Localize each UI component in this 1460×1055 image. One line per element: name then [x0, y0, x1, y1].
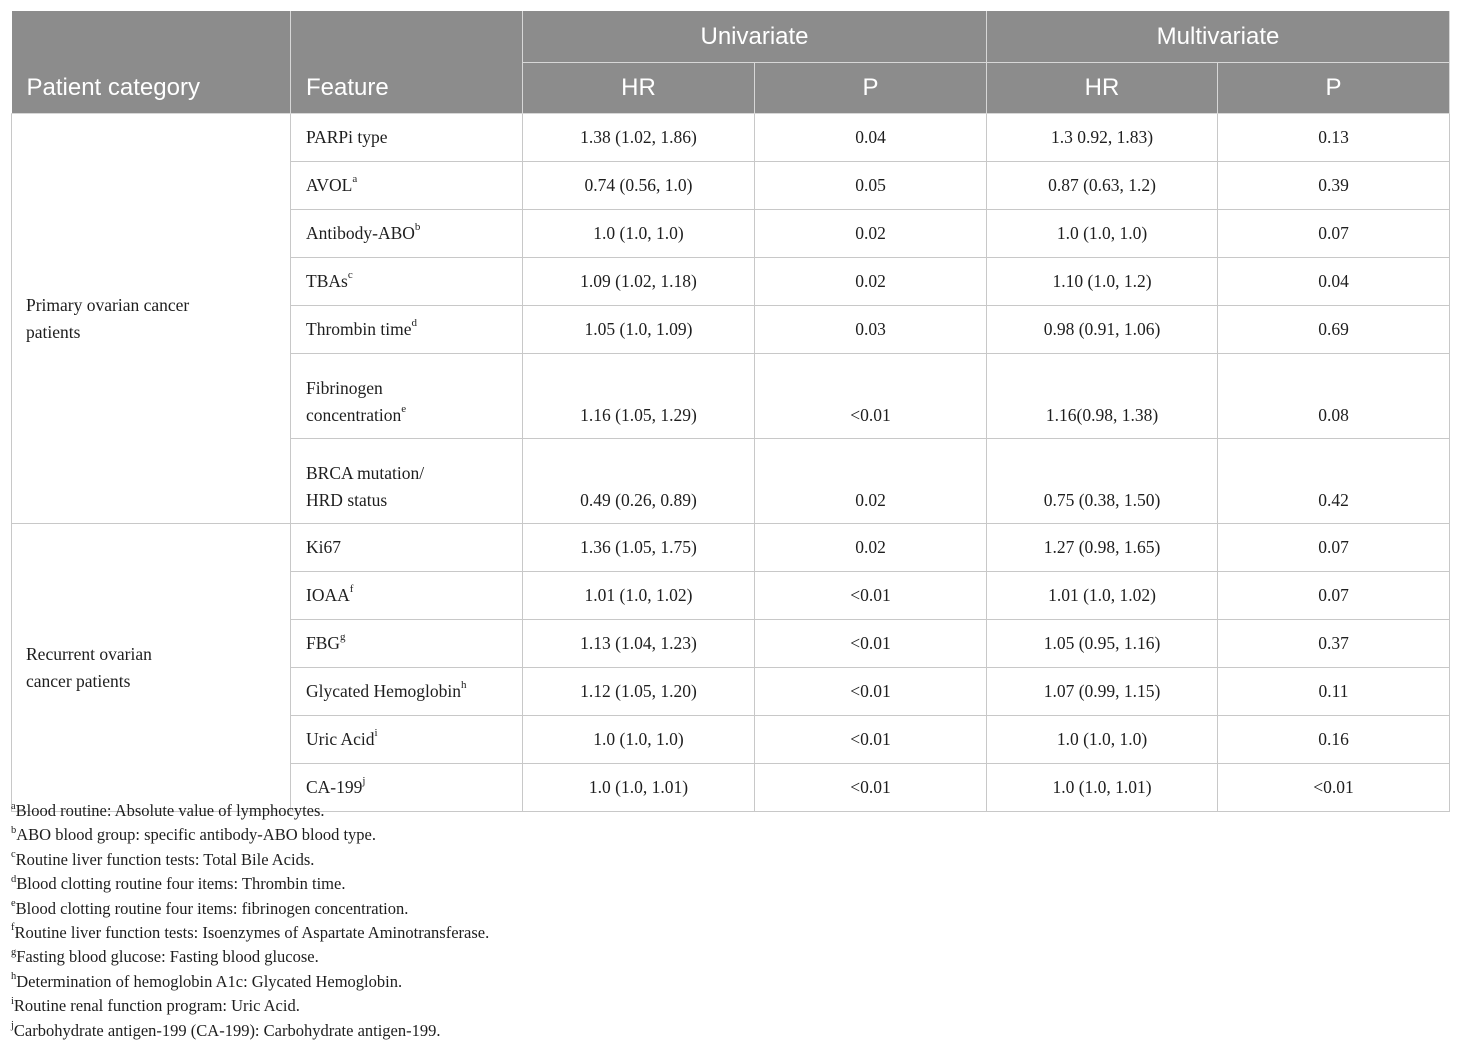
header-feature: Feature	[291, 11, 523, 114]
uni-hr-cell: 1.0 (1.0, 1.0)	[523, 716, 755, 764]
multi-hr-cell: 0.75 (0.38, 1.50)	[987, 439, 1218, 524]
uni-hr-cell: 1.36 (1.05, 1.75)	[523, 524, 755, 572]
multi-hr-cell: 1.3 0.92, 1.83)	[987, 114, 1218, 162]
feature-cell: Uric Acid$^i$	[291, 716, 523, 764]
multi-hr-cell: 1.0 (1.0, 1.0)	[987, 210, 1218, 258]
uni-p-cell: <0.01	[755, 716, 987, 764]
footnote: $^e$Blood clotting routine four items: fibrinogen concentration.	[11, 898, 409, 918]
results-table-container	[11, 11, 1449, 812]
footnote-mark: e	[401, 403, 407, 416]
multi-p-cell: 0.69	[1218, 306, 1450, 354]
uni-hr-cell: 1.09 (1.02, 1.18)	[523, 258, 755, 306]
multi-hr-cell: 1.0 (1.0, 1.01)	[987, 764, 1218, 812]
uni-hr-cell: 0.49 (0.26, 0.89)	[523, 439, 755, 524]
uni-hr-cell: 1.16 (1.05, 1.29)	[523, 354, 755, 439]
multi-hr-cell: 1.10 (1.0, 1.2)	[987, 258, 1218, 306]
multi-p-cell: 0.16	[1218, 716, 1450, 764]
feature-cell: FBG$^g$	[291, 620, 523, 668]
table-row	[12, 114, 1450, 162]
footnote: $^b$ABO blood group: specific antibody-ABO blood type.	[11, 824, 376, 845]
footnote: $^c$Routine liver function tests: Total Bile Acids.	[11, 849, 315, 869]
footnote-mark: j	[362, 775, 366, 788]
uni-hr-cell: 1.13 (1.04, 1.23)	[523, 620, 755, 668]
multi-hr-cell: 1.01 (1.0, 1.02)	[987, 572, 1218, 620]
uni-hr-cell: 1.01 (1.0, 1.02)	[523, 572, 755, 620]
multi-hr-cell: 0.98 (0.91, 1.06)	[987, 306, 1218, 354]
multi-p-cell: <0.01	[1218, 764, 1450, 812]
header-uni-p: P	[755, 63, 987, 114]
uni-hr-cell: 1.38 (1.02, 1.86)	[523, 114, 755, 162]
feature-cell: CA-199$^j$	[291, 764, 523, 812]
multi-hr-cell: 1.07 (0.99, 1.15)	[987, 668, 1218, 716]
multi-hr-cell: 1.27 (0.98, 1.65)	[987, 524, 1218, 572]
header-uni-hr: HR	[523, 63, 755, 114]
multi-p-cell: 0.04	[1218, 258, 1450, 306]
feature-cell: AVOL$^a$	[291, 162, 523, 210]
uni-p-cell: 0.05	[755, 162, 987, 210]
footnote-mark: c	[347, 269, 353, 282]
multi-p-cell: 0.39	[1218, 162, 1450, 210]
uni-hr-cell: 1.0 (1.0, 1.0)	[523, 210, 755, 258]
multi-hr-cell: 1.05 (0.95, 1.16)	[987, 620, 1218, 668]
feature-cell: TBAs$^c$	[291, 258, 523, 306]
category-recurrent: Recurrent ovarian cancer patients	[12, 524, 291, 812]
footnote: $^d$Blood clotting routine four items: Thrombin time.	[11, 873, 346, 894]
feature-cell: BRCA mutation/ HRD status	[291, 439, 523, 524]
uni-p-cell: 0.02	[755, 524, 987, 572]
multi-p-cell: 0.37	[1218, 620, 1450, 668]
footnote: $^g$Fasting blood glucose: Fasting blood glucose.	[11, 946, 319, 967]
uni-hr-cell: 1.12 (1.05, 1.20)	[523, 668, 755, 716]
uni-hr-cell: 1.05 (1.0, 1.09)	[523, 306, 755, 354]
feature-cell: Thrombin time$^d$	[291, 306, 523, 354]
uni-p-cell: 0.02	[755, 439, 987, 524]
feature-cell: Glycated Hemoglobin$^h$	[291, 668, 523, 716]
uni-p-cell: <0.01	[755, 764, 987, 812]
uni-p-cell: 0.02	[755, 258, 987, 306]
footnote-mark: a	[352, 173, 358, 186]
footnote: $^j$Carbohydrate antigen-199 (CA-199): Carbohydrate antigen-199.	[11, 1020, 441, 1040]
multi-p-cell: 0.07	[1218, 210, 1450, 258]
footnote-mark: d	[411, 317, 417, 330]
header-multi-hr: HR	[987, 63, 1218, 114]
footnote-mark: g	[340, 631, 346, 644]
feature-cell: IOAA$^f$	[291, 572, 523, 620]
uni-hr-cell: 0.74 (0.56, 1.0)	[523, 162, 755, 210]
feature-cell: Ki67	[291, 524, 523, 572]
multi-p-cell: 0.13	[1218, 114, 1450, 162]
footnote-mark: i	[374, 727, 378, 740]
header-multivariate: Multivariate	[987, 11, 1450, 63]
uni-hr-cell: 1.0 (1.0, 1.01)	[523, 764, 755, 812]
multi-p-cell: 0.07	[1218, 572, 1450, 620]
multi-hr-cell: 0.87 (0.63, 1.2)	[987, 162, 1218, 210]
header-patient-category: Patient category	[12, 11, 291, 114]
multi-hr-cell: 1.16(0.98, 1.38)	[987, 354, 1218, 439]
table-row	[12, 524, 1450, 572]
uni-p-cell: 0.02	[755, 210, 987, 258]
feature-cell: Antibody-ABO$^b$	[291, 210, 523, 258]
uni-p-cell: <0.01	[755, 668, 987, 716]
footnote: $^h$Determination of hemoglobin A1c: Glycated Hemoglobin.	[11, 971, 403, 991]
feature-cell: PARPi type	[291, 114, 523, 162]
footnotes	[11, 799, 489, 1043]
category-primary: Primary ovarian cancer patients	[12, 114, 291, 524]
multi-p-cell: 0.11	[1218, 668, 1450, 716]
hazard-ratio-table	[11, 11, 1450, 812]
uni-p-cell: <0.01	[755, 620, 987, 668]
uni-p-cell: 0.03	[755, 306, 987, 354]
header-univariate: Univariate	[523, 11, 987, 63]
multi-p-cell: 0.08	[1218, 354, 1450, 439]
multi-hr-cell: 1.0 (1.0, 1.0)	[987, 716, 1218, 764]
multi-p-cell: 0.07	[1218, 524, 1450, 572]
footnote-mark: h	[461, 679, 467, 692]
footnote: $^a$Blood routine: Absolute value of lymphocytes.	[11, 800, 325, 820]
multi-p-cell: 0.42	[1218, 439, 1450, 524]
uni-p-cell: <0.01	[755, 572, 987, 620]
feature-cell: Fibrinogen concentration$^e$	[291, 354, 523, 439]
footnote-mark: f	[349, 583, 354, 596]
header-multi-p: P	[1218, 63, 1450, 114]
uni-p-cell: 0.04	[755, 114, 987, 162]
footnote: $^f$Routine liver function tests: Isoenzymes of Aspartate Aminotransferase.	[11, 922, 490, 942]
uni-p-cell: <0.01	[755, 354, 987, 439]
footnote: $^i$Routine renal function program: Uric Acid.	[11, 995, 300, 1016]
footnote-mark: b	[414, 221, 421, 234]
